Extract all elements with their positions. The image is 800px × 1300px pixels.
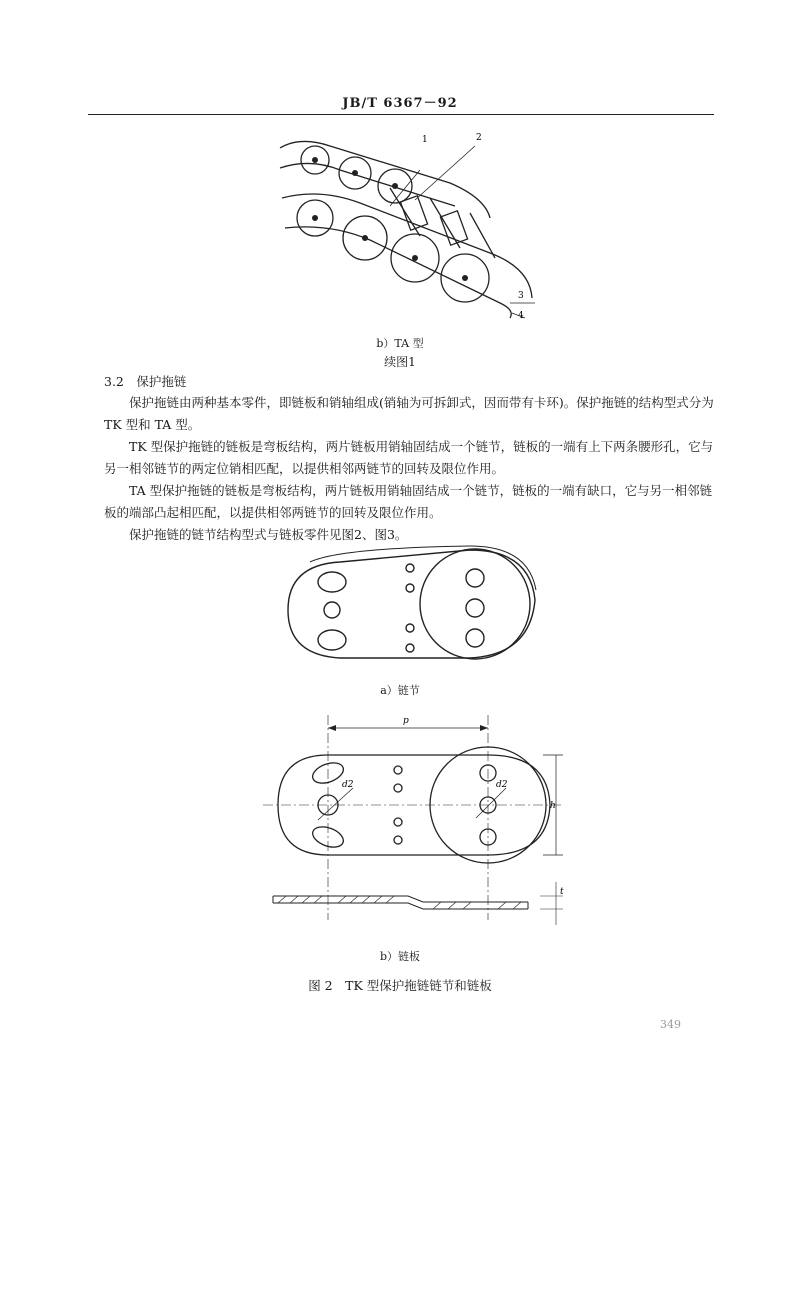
dim-t-label: t [560, 887, 564, 897]
figure1-continued: 续图1 [384, 355, 416, 369]
callout-2: 2 [476, 133, 482, 143]
section-title: 保护拖链 [136, 374, 187, 389]
dim-p-label: p [403, 716, 409, 726]
paragraph-4: 保护拖链的链节结构型式与链板零件见图2、图3。 [129, 527, 408, 542]
dim-h-label: h [550, 801, 556, 811]
section-heading [104, 372, 186, 390]
section-body [104, 392, 716, 546]
figure1-caption: b）TA 型 [376, 337, 424, 350]
figure2b-chain-plate-drawing [258, 710, 578, 935]
figure1-ta-chain-drawing [270, 128, 550, 328]
dim-d2-right-label: d2 [496, 780, 508, 790]
callout-3: 3 [518, 291, 524, 301]
figure2b-caption: b）链板 [379, 950, 421, 963]
figure2-title: 图 2 TK 型保护拖链链节和链板 [308, 978, 492, 993]
figure2a-chain-link-drawing [280, 540, 550, 670]
dim-d2-left-label: d2 [342, 780, 354, 790]
header-rule [88, 114, 714, 115]
paragraph-1: 保护拖链由两种基本零件，即链板和销轴组成(销轴为可拆卸式，因而带有卡环)。保护拖链的结构型式分为 TK 型和 TA 型。 [104, 395, 714, 432]
callout-4: 4 [518, 311, 524, 321]
standard-number: JB/T 6367－92 [342, 96, 458, 111]
paragraph-2: TK 型保护拖链的链板是弯板结构，两片链板用销轴固结成一个链节，链板的一端有上下两条腰形孔，它与另一相邻链节的两定位销相匹配，以提供相邻两链节的回转及限位作用。 [104, 439, 714, 476]
callout-1: 1 [422, 135, 428, 145]
page-number: 349 [660, 1018, 681, 1031]
figure2a-caption: a）链节 [380, 684, 420, 697]
section-number: 3.2 [104, 374, 124, 389]
paragraph-3: TA 型保护拖链的链板是弯板结构，两片链板用销轴固结成一个链节，链板的一端有缺口，它与另一相邻链板的端部凸起相匹配，以提供相邻两链节的回转及限位作用。 [104, 483, 713, 520]
